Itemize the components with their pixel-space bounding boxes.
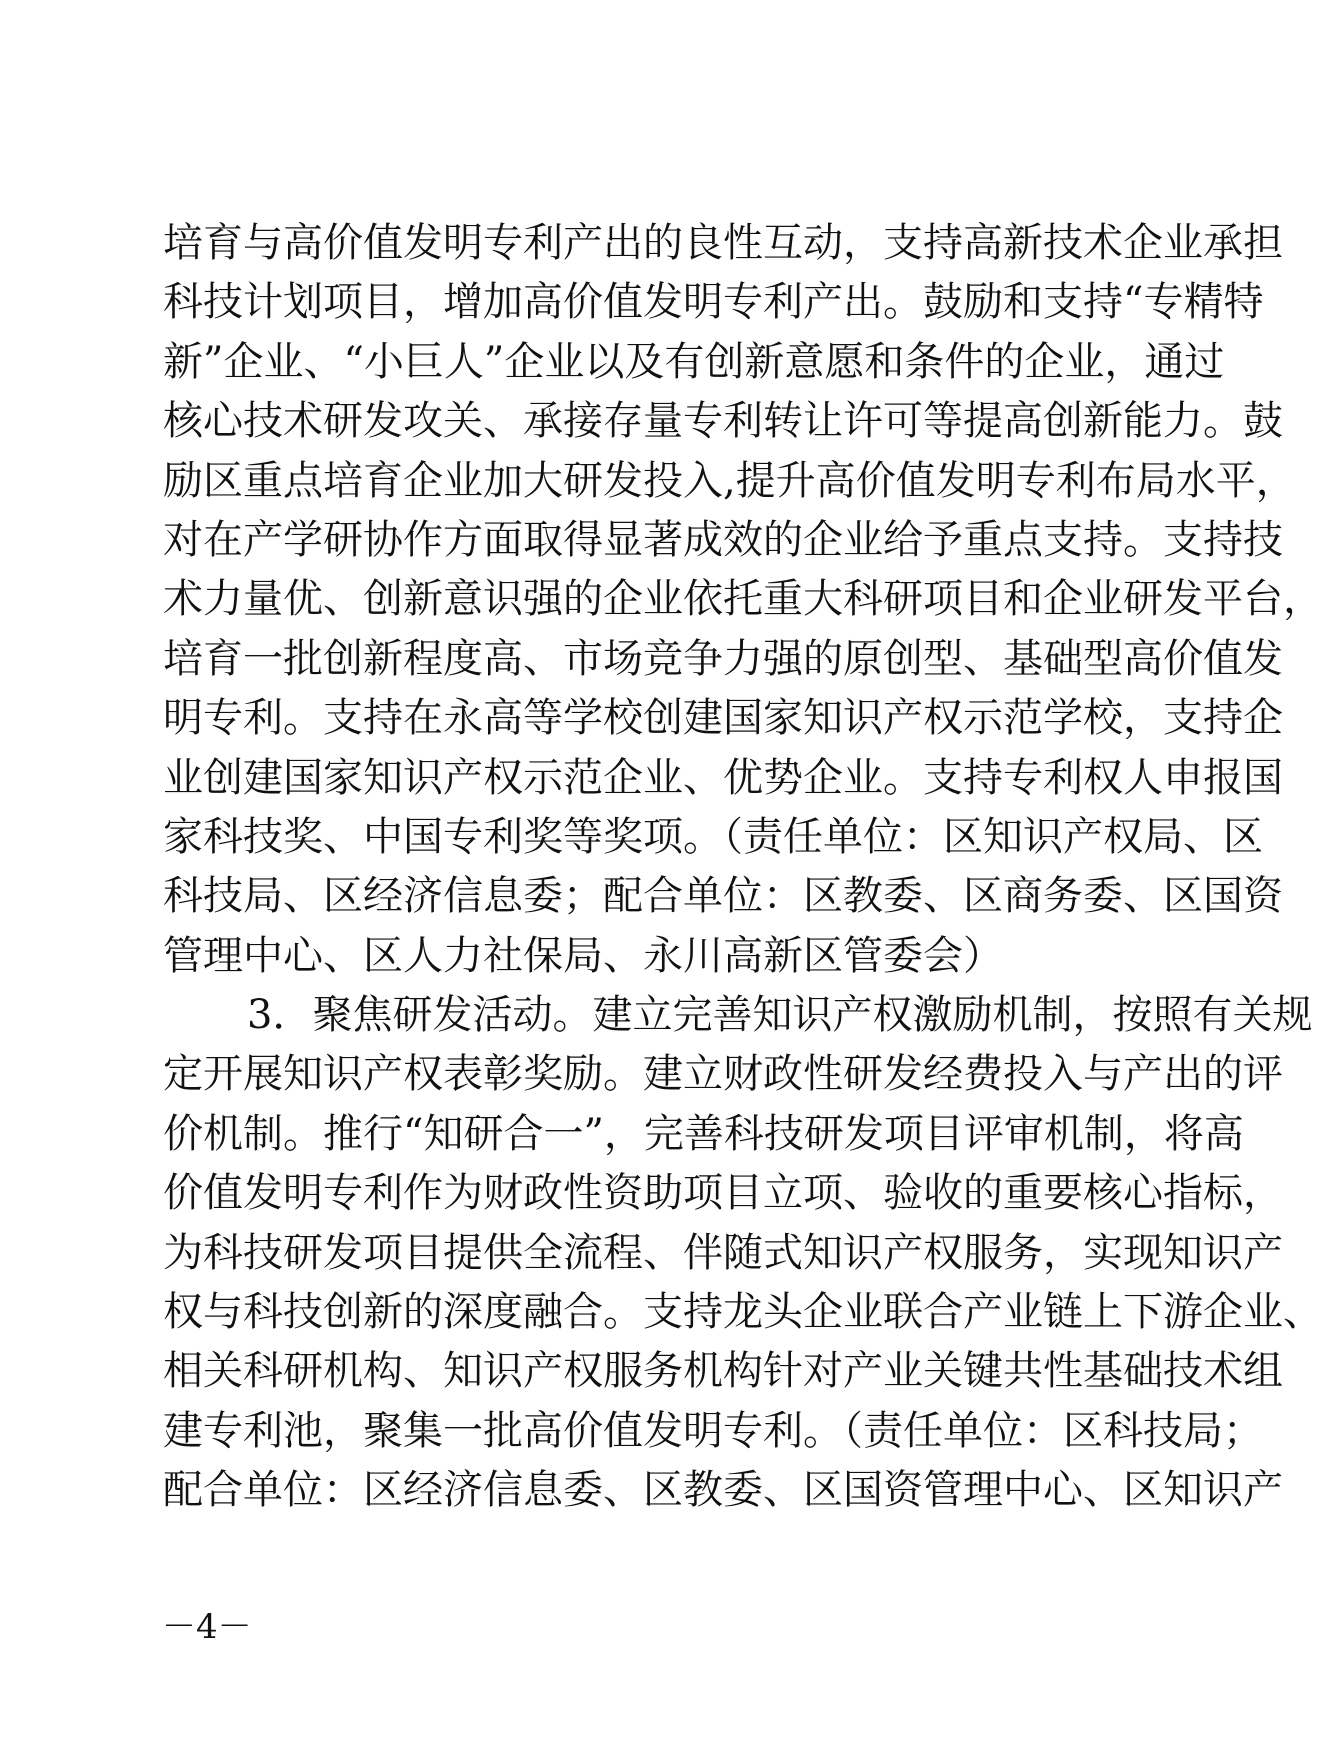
text-line: 术力量优、创新意识强的企业依托重大科研项目和企业研发平台， [163,576,1323,623]
text-line: 业创建国家知识产权示范企业、优势企业。支持专利权人申报国 [163,754,1283,801]
text-line: 管理中心、区人力社保局、永川高新区管委会） [163,932,1003,979]
text-line: 核心技术研发攻关、承接存量专利转让许可等提高创新能力。鼓 [163,398,1283,445]
text-line: 明专利。支持在永高等学校创建国家知识产权示范学校，支持企 [163,695,1283,742]
body-text [163,214,1323,1521]
text-line: 励区重点培育企业加大研发投入,提升高价值发明专利布局水平， [163,457,1296,504]
text-line: 价值发明专利作为财政性资助项目立项、验收的重要核心指标， [163,1170,1283,1217]
page-number: －4－ [162,1607,252,1647]
text-line: 对在产学研协作方面取得显著成效的企业给予重点支持。支持技 [163,516,1283,563]
text-line: 科技计划项目，增加高价值发明专利产出。鼓励和支持“专精特 [163,279,1264,326]
text-line: 配合单位：区经济信息委、区教委、区国资管理中心、区知识产 [163,1467,1283,1514]
text-line: 定开展知识产权表彰奖励。建立财政性研发经费投入与产出的评 [163,1051,1283,1098]
text-line: 3．聚焦研发活动。建立完善知识产权激励机制，按照有关规 [247,992,1313,1039]
text-line: 相关科研机构、知识产权服务机构针对产业关键共性基础技术组 [163,1348,1283,1395]
text-line: 建专利池，聚集一批高价值发明专利。（责任单位：区科技局； [163,1407,1263,1454]
text-line: 权与科技创新的深度融合。支持龙头企业联合产业链上下游企业、 [163,1289,1323,1336]
text-line: 价机制。推行“知研合一”，完善科技研发项目评审机制，将高 [163,1110,1244,1157]
text-line: 培育与高价值发明专利产出的良性互动，支持高新技术企业承担 [163,220,1283,266]
text-line: 培育一批创新程度高、市场竞争力强的原创型、基础型高价值发 [163,635,1283,682]
text-line: 科技局、区经济信息委；配合单位：区教委、区商务委、区国资 [163,873,1283,920]
text-line: 为科技研发项目提供全流程、伴随式知识产权服务，实现知识产 [163,1229,1283,1276]
text-line: 新”企业、“小巨人”企业以及有创新意愿和条件的企业，通过 [163,338,1225,385]
text-line: 家科技奖、中国专利奖等奖项。（责任单位：区知识产权局、区 [163,813,1263,860]
